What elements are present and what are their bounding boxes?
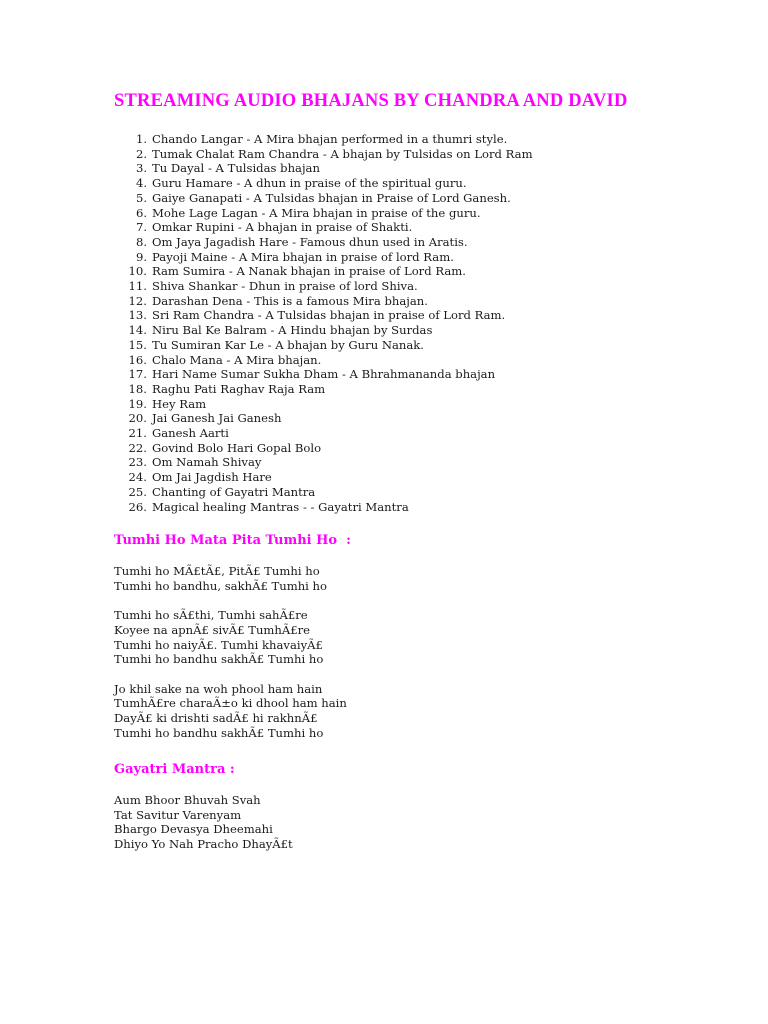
item-text: Govind Bolo Hari Gopal Bolo: [152, 440, 322, 455]
lyric-line: Koyee na apnÃ£ sivÃ£ TumhÃ£re: [114, 622, 311, 637]
item-text: Gaiye Ganapati - A Tulsidas bhajan in Praise of Lord Ganesh.: [152, 190, 511, 205]
list-item: [122, 382, 533, 397]
lyrics-gayatri: [114, 793, 293, 852]
item-text: Darashan Dena - This is a famous Mira bhajan.: [152, 293, 428, 308]
lyric-line: Tumhi ho bandhu sakhÃ£ Tumhi ho: [114, 725, 324, 740]
section-heading-gayatri: Gayatri Mantra :: [114, 762, 235, 777]
item-text: Jai Ganesh Jai Ganesh: [152, 411, 282, 426]
item-number: 12.: [128, 293, 147, 308]
item-text: Mohe Lage Lagan - A Mira bhajan in praise of the guru.: [152, 205, 481, 220]
item-text: Payoji Maine - A Mira bhajan in praise of lord Ram.: [152, 249, 454, 264]
item-text: Chando Langar - A Mira bhajan performed in a thumri style.: [152, 132, 508, 146]
list-item: [122, 220, 533, 235]
lyric-line: DayÃ£ ki drishti sadÃ£ hi rakhnÃ£: [114, 711, 318, 725]
item-text: Hey Ram: [152, 396, 207, 411]
list-item: [122, 367, 533, 382]
item-text: Tu Dayal - A Tulsidas bhajan: [152, 161, 320, 176]
item-number: 13.: [128, 308, 147, 323]
item-text: Sri Ram Chandra - A Tulsidas bhajan in praise of Lord Ram.: [152, 308, 506, 323]
item-number: 14.: [128, 323, 147, 338]
list-item: [122, 191, 533, 206]
item-number: 20.: [128, 411, 147, 426]
list-item: [122, 411, 533, 426]
item-text: Hari Name Sumar Sukha Dham - A Bhrahmananda bhajan: [152, 367, 496, 382]
item-number: 24.: [128, 470, 147, 485]
item-number: 16.: [128, 352, 147, 367]
item-text: Ram Sumira - A Nanak bhajan in praise of Lord Ram.: [152, 264, 466, 279]
list-item: [122, 353, 533, 368]
list-item: [122, 426, 533, 441]
item-text: Raghu Pati Raghav Raja Ram: [152, 381, 326, 396]
lyric-line: Tumhi ho sÃ£thi, Tumhi sahÃ£re: [114, 608, 308, 623]
lyric-line: Tumhi ho bandhu sakhÃ£ Tumhi ho: [114, 652, 324, 667]
item-number: 26.: [128, 499, 147, 514]
lyrics-tumhi: [114, 564, 347, 740]
list-item: [122, 500, 533, 515]
item-text: Magical healing Mantras - - Gayatri Mantra: [152, 499, 409, 514]
list-item: [122, 279, 533, 294]
item-text: Chalo Mana - A Mira bhajan.: [152, 352, 322, 367]
item-number: 19.: [128, 396, 147, 411]
list-item: [122, 485, 533, 500]
item-number: 21.: [128, 426, 147, 441]
lyric-line: Jo khil sake na woh phool ham hain: [114, 681, 323, 696]
list-item: [122, 264, 533, 279]
item-number: 2.: [135, 146, 147, 161]
list-item: [122, 455, 533, 470]
list-item: [122, 147, 533, 162]
item-text: Tu Sumiran Kar Le - A bhajan by Guru Nanak.: [152, 337, 424, 352]
item-text: Om Jai Jagdish Hare: [152, 470, 272, 485]
item-number: 5.: [135, 190, 147, 205]
item-text: Chanting of Gayatri Mantra: [152, 484, 316, 499]
section-heading-tumhi: Tumhi Ho Mata Pita Tumhi Ho :: [114, 533, 351, 548]
item-number: 9.: [135, 249, 147, 264]
item-text: Om Namah Shivay: [152, 455, 262, 470]
bhajan-list: [122, 132, 533, 514]
item-number: 18.: [128, 381, 147, 396]
list-item: [122, 338, 533, 353]
item-number: 6.: [135, 205, 147, 220]
lyric-line: Tumhi ho naiyÃ£. Tumhi khavaiyÃ£: [114, 637, 323, 652]
page-title: STREAMING AUDIO BHAJANS BY CHANDRA AND DAVID: [114, 91, 628, 111]
item-text: Omkar Rupini - A bhajan in praise of Shakti.: [152, 220, 413, 235]
item-number: 4.: [135, 176, 147, 191]
item-number: 25.: [128, 484, 147, 499]
mantra-line: Dhiyo Yo Nah Pracho DhayÃ£t: [114, 837, 293, 852]
item-text: Om Jaya Jagadish Hare - Famous dhun used in Aratis.: [152, 234, 468, 249]
list-item: [122, 441, 533, 456]
lyric-line: TumhÃ£re charaÃ±o ki dhool ham hain: [114, 696, 347, 711]
list-item: [122, 470, 533, 485]
list-item: [122, 323, 533, 338]
lyric-line: Tumhi ho MÃ£tÃ£, PitÃ£ Tumhi ho: [114, 564, 320, 578]
item-number: 8.: [135, 234, 147, 249]
item-number: 3.: [135, 161, 147, 176]
item-number: 10.: [128, 264, 147, 279]
mantra-line: Tat Savitur Varenyam: [114, 807, 242, 822]
item-text: Shiva Shankar - Dhun in praise of lord Shiva.: [152, 279, 418, 294]
list-item: [122, 397, 533, 412]
item-number: 17.: [128, 367, 147, 382]
lyric-line: Tumhi ho bandhu, sakhÃ£ Tumhi ho: [114, 578, 328, 593]
list-item: [122, 132, 533, 147]
item-text: Tumak Chalat Ram Chandra - A bhajan by Tulsidas on Lord Ram: [152, 146, 533, 161]
list-item: [122, 294, 533, 309]
item-text: Niru Bal Ke Balram - A Hindu bhajan by Surdas: [152, 323, 433, 338]
list-item: [122, 206, 533, 221]
list-item: [122, 176, 533, 191]
list-item: [122, 250, 533, 265]
item-number: 23.: [128, 455, 147, 470]
item-text: Guru Hamare - A dhun in praise of the spiritual guru.: [152, 176, 467, 191]
item-number: 7.: [135, 220, 147, 235]
list-item: [122, 235, 533, 250]
list-item: [122, 161, 533, 176]
mantra-line: Bhargo Devasya Dheemahi: [114, 822, 273, 837]
item-number: 11.: [128, 279, 147, 294]
item-text: Ganesh Aarti: [152, 426, 229, 441]
list-item: [122, 308, 533, 323]
item-number: 22.: [128, 440, 147, 455]
mantra-line: Aum Bhoor Bhuvah Svah: [114, 793, 261, 807]
item-number: 1.: [135, 132, 147, 146]
item-number: 15.: [128, 337, 147, 352]
